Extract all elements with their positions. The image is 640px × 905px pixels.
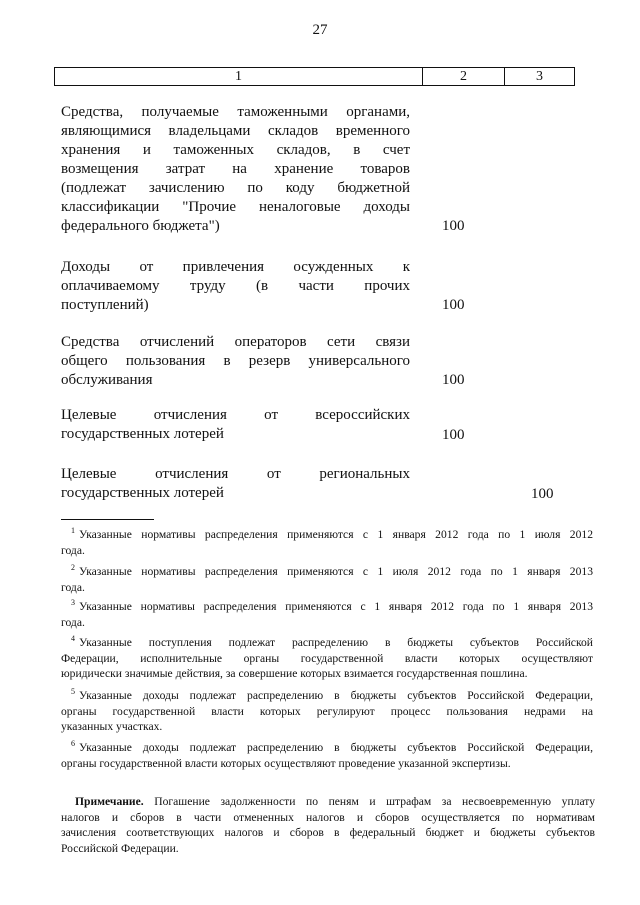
text-line: Целевые отчисления от всероссийских	[61, 407, 410, 423]
text-line: государственных лотерей	[61, 426, 224, 442]
text-line: классификации "Прочие неналоговые доходы	[61, 199, 410, 215]
footnote	[61, 740, 593, 771]
text-line: являющимися владельцами складов временного	[61, 123, 410, 139]
footnote-text: Указанные доходы подлежат распределению в бюджеты субъектов Российской Федерации,	[79, 689, 593, 702]
income-row	[61, 103, 465, 236]
federal-rate-value: 100	[442, 372, 465, 388]
footnote-text: Федерации, исполнительные органы государственной власти которых осуществляют	[61, 651, 593, 665]
text-line: (подлежат зачислению по коду бюджетной	[61, 180, 410, 196]
footnote-text: Указанные нормативы распределения применяются с 1 июля 2012 года по 1 января 2013	[79, 565, 593, 578]
text-line: возмещения затрат на хранение товаров	[61, 161, 410, 177]
income-row-text	[61, 103, 410, 236]
text-line: обслуживания	[61, 372, 153, 388]
footnote-text: года.	[61, 543, 85, 557]
column-header-3: 3	[505, 68, 575, 86]
footnote	[61, 527, 593, 558]
income-row-text	[61, 333, 410, 390]
federal-rate-value: 100	[442, 218, 465, 234]
text-line: оплачиваемому труду (в части прочих	[61, 278, 410, 294]
federal-rate-value: 100	[442, 297, 465, 313]
column-header-2: 2	[423, 68, 505, 86]
footnote-text: органы государственной власти которых регулируют процесс пользования недрами на	[61, 704, 593, 718]
income-row-text	[61, 258, 410, 315]
footnote	[61, 564, 593, 595]
footnote-text: Указанные поступления подлежат распределению в бюджеты субъектов Российской	[79, 636, 593, 649]
note-text: зачисления соответствующих налогов и сборов в федеральный бюджет и бюджеты субъектов	[61, 826, 595, 839]
column-header-table	[54, 67, 575, 86]
note-paragraph	[61, 794, 595, 856]
text-line: Доходы от привлечения осужденных к	[61, 259, 410, 275]
column-header-1: 1	[55, 68, 423, 86]
text-line: Средства, получаемые таможенными органами,	[61, 104, 410, 120]
footnote	[61, 688, 593, 735]
note-label: Примечание.	[75, 795, 144, 808]
footnote-marker: 4	[71, 635, 75, 643]
footnote-divider	[61, 519, 154, 520]
footnote-marker: 3	[71, 599, 75, 607]
text-line: поступлений)	[61, 297, 149, 313]
income-row-text	[61, 406, 410, 444]
footnote-marker: 5	[71, 688, 75, 696]
footnote-text: указанных участках.	[61, 720, 163, 733]
footnote-text: Указанные нормативы распределения применяются с 1 января 2012 года по 1 июля 2012	[79, 528, 593, 541]
footnote-text: года.	[61, 615, 85, 629]
income-row	[61, 406, 465, 444]
page-number: 27	[312, 22, 328, 38]
income-row	[61, 258, 465, 315]
footnote-text: органы государственной власти которых осуществляют проведение указанной экспертизы.	[61, 756, 511, 770]
footnote-text: Указанные доходы подлежат распределению в бюджеты субъектов Российской Федерации,	[79, 741, 593, 754]
footnote	[61, 635, 593, 682]
regional-rate-value: 100	[531, 486, 554, 502]
income-row-text	[61, 465, 410, 503]
text-line: общего пользования в резерв универсального	[61, 353, 410, 369]
footnote-marker: 1	[71, 527, 75, 535]
text-line: Средства отчислений операторов сети связи	[61, 334, 410, 350]
footnote-text: Указанные нормативы распределения применяются с 1 января 2012 года по 1 января 2013	[79, 600, 593, 613]
footnote-text: юридически значимые действия, за совершение которых взимается государственная пошлина.	[61, 667, 528, 680]
note-text: Российской Федерации.	[61, 841, 179, 855]
text-line: государственных лотерей	[61, 485, 224, 501]
footnote-marker: 6	[71, 740, 75, 748]
income-row	[61, 333, 465, 390]
footnote-marker: 2	[71, 564, 75, 572]
text-line: хранения и таможенных складов, в счет	[61, 142, 410, 158]
footnote-text: года.	[61, 580, 85, 594]
text-line: Целевые отчисления от региональных	[61, 466, 410, 482]
text-line: федерального бюджета")	[61, 218, 220, 234]
income-row	[61, 465, 554, 503]
footnote	[61, 599, 593, 630]
note-text: Погашение задолженности по пеням и штрафам за несвоевременную уплату	[154, 795, 595, 808]
note-text: налогов и сборов в части отмененных налогов и сборов осуществляется по нормативам	[61, 810, 595, 824]
federal-rate-value: 100	[442, 427, 465, 443]
